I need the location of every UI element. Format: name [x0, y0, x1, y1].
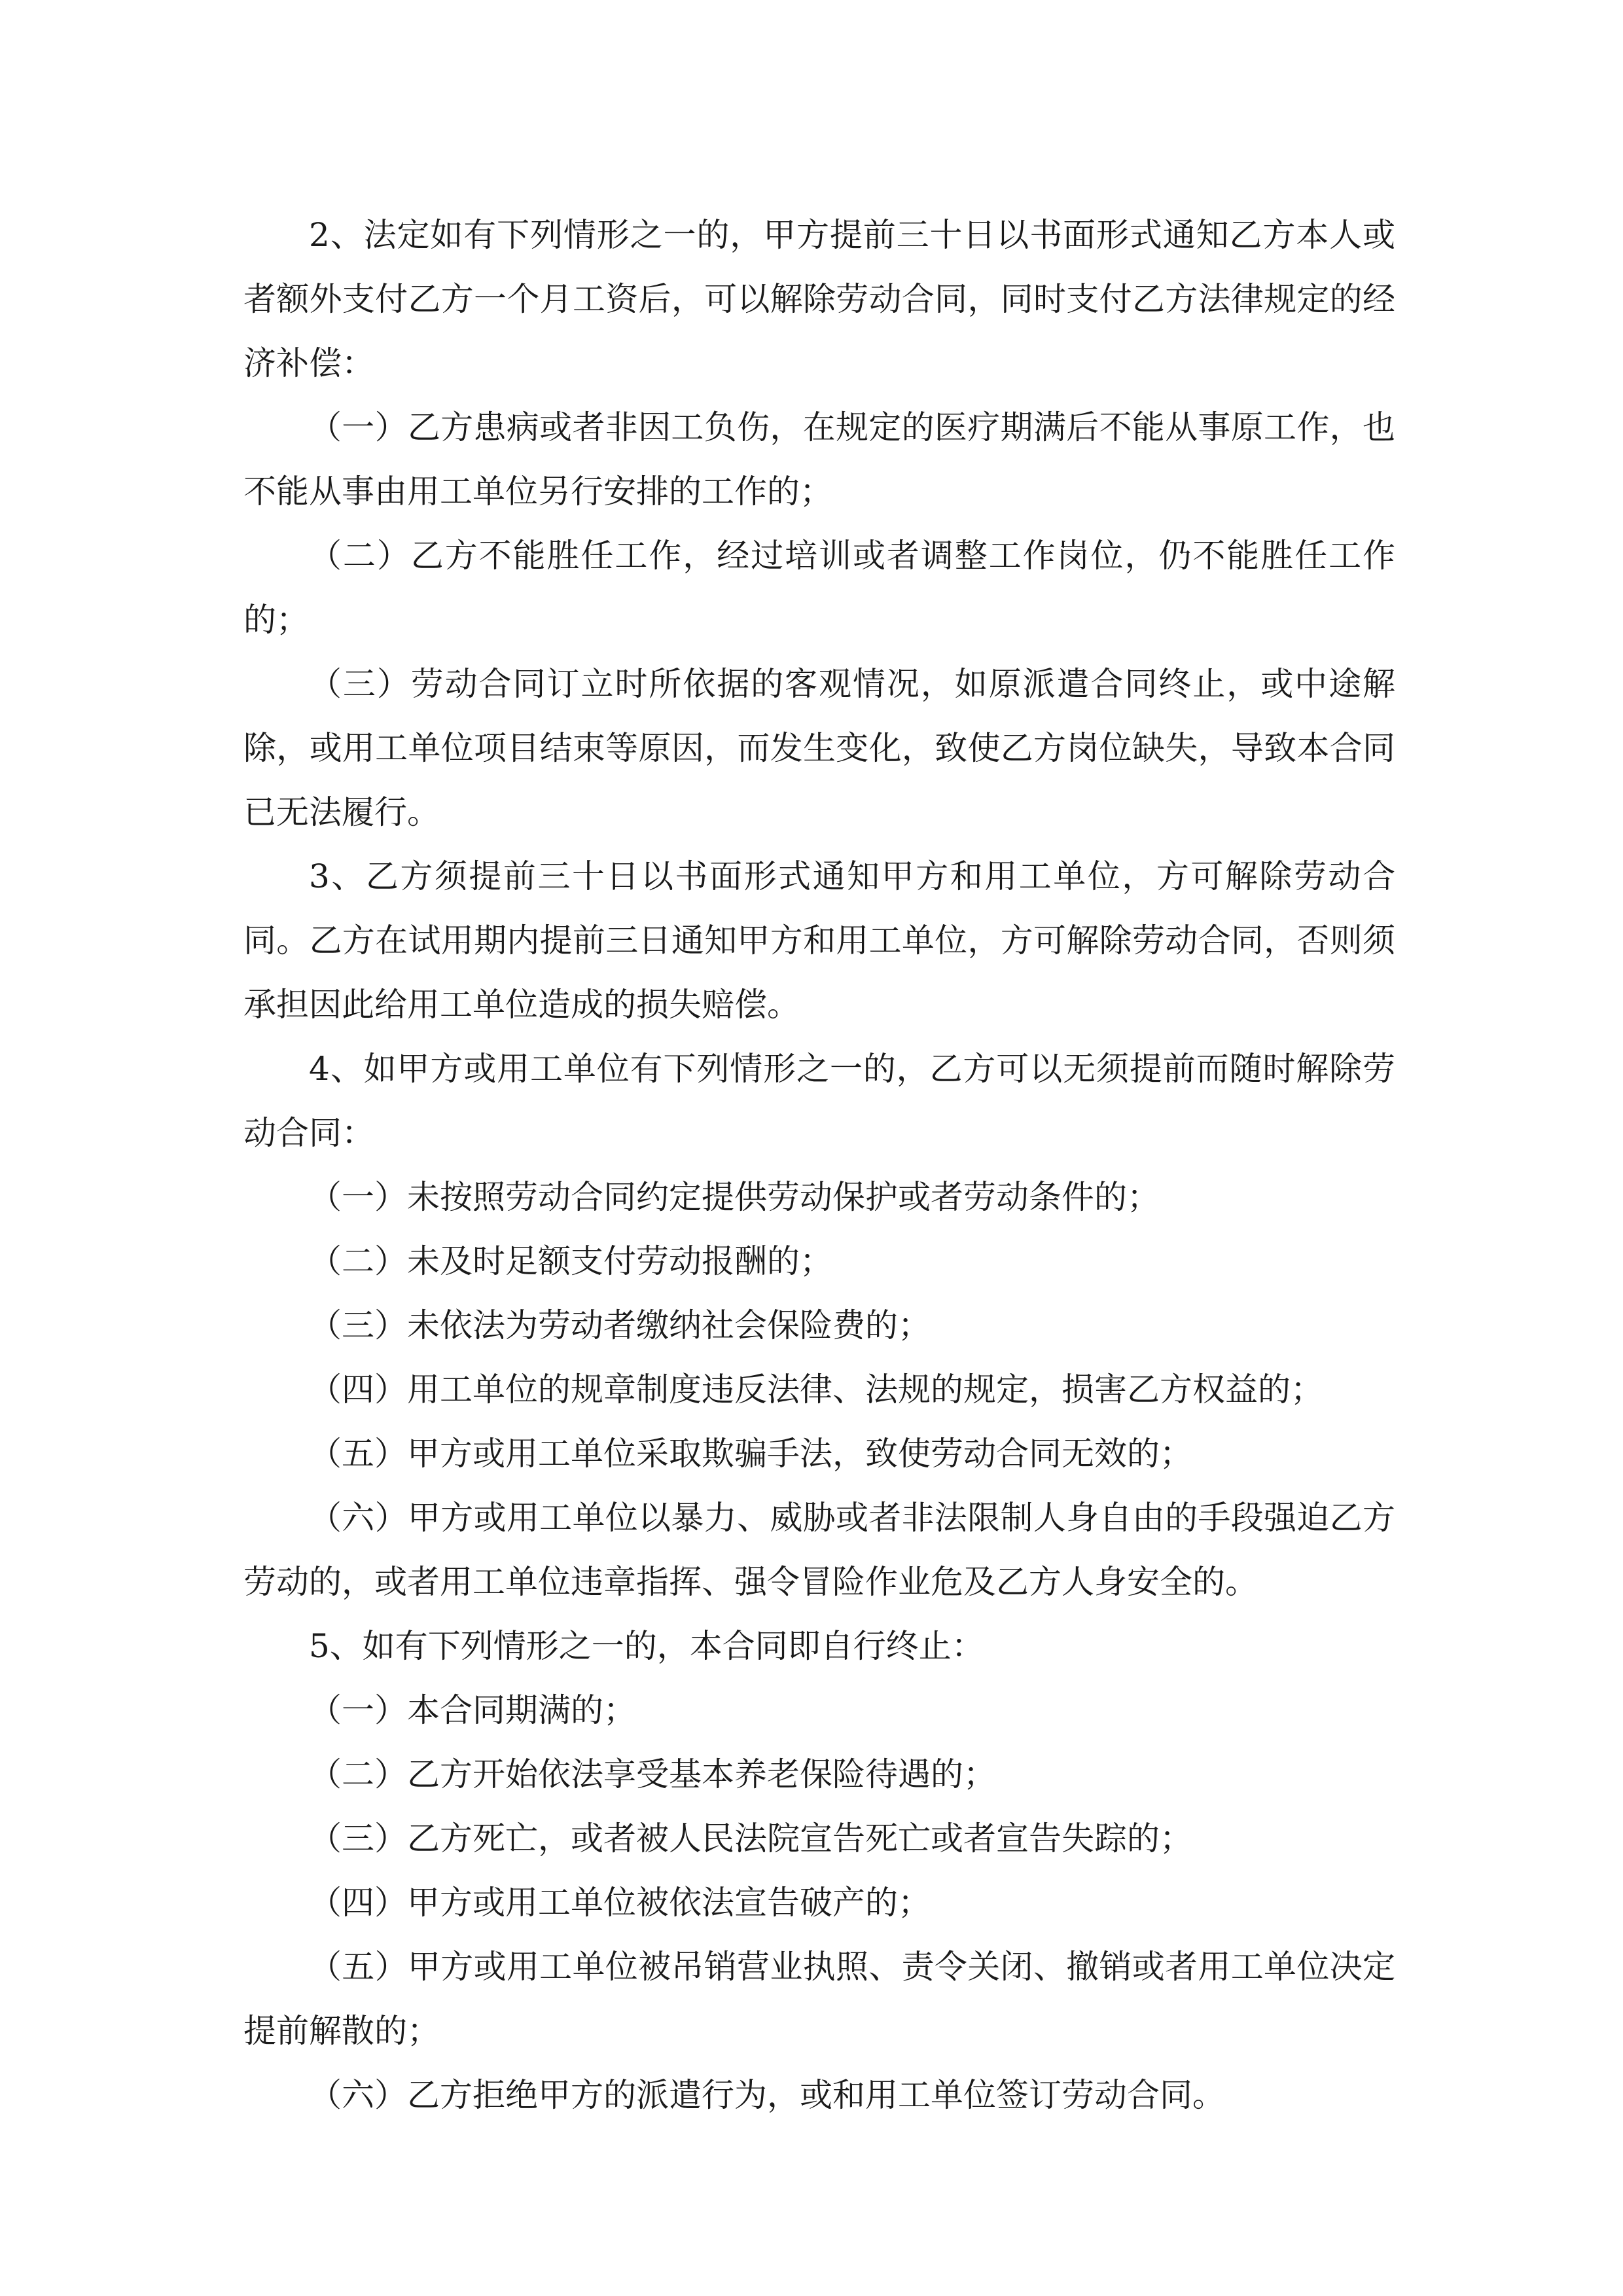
clause-4-item-5: （五）甲方或用工单位采取欺骗手法，致使劳动合同无效的；	[309, 1435, 1192, 1473]
clause-4-item-6: （六）甲方或用工单位以暴力、威胁或者非法限制人身自由的手段强迫乙方劳动的，或者用工单位违章指挥、强令冒险作业危及乙方人身安全的。	[243, 1499, 1395, 1601]
contract-body	[243, 203, 1395, 2127]
clause-4-item-4: （四）用工单位的规章制度违反法律、法规的规定，损害乙方权益的；	[309, 1371, 1323, 1408]
clause-5-item-3: （三）乙方死亡，或者被人民法院宣告死亡或者宣告失踪的；	[309, 1820, 1192, 1857]
clause-5-item-5: （五）甲方或用工单位被吊销营业执照、责令关闭、撤销或者用工单位决定提前解散的；	[243, 1948, 1395, 2050]
clause-4-item-1: （一）未按照劳动合同约定提供劳动保护或者劳动条件的；	[309, 1178, 1160, 1216]
clause-4-item-2: （二）未及时足额支付劳动报酬的；	[309, 1242, 832, 1280]
clause-5-item-6: （六）乙方拒绝甲方的派遣行为，或和用工单位签订劳动合同。	[309, 2076, 1225, 2114]
clause-2-item-3: （三）劳动合同订立时所依据的客观情况，如原派遣合同终止，或中途解除，或用工单位项目结束等原因，而发生变化，致使乙方岗位缺失，导致本合同已无法履行。	[243, 665, 1395, 831]
clause-5-item-2: （二）乙方开始依法享受基本养老保险待遇的；	[309, 1755, 996, 1793]
clause-2-item-2: （二）乙方不能胜任工作，经过培训或者调整工作岗位，仍不能胜任工作的；	[243, 537, 1395, 639]
clause-5-item-1: （一）本合同期满的；	[309, 1691, 636, 1729]
clause-5-item-4: （四）甲方或用工单位被依法宣告破产的；	[309, 1884, 931, 1922]
clause-5-paragraph: 5、如有下列情形之一的，本合同即自行终止：	[309, 1627, 984, 1665]
clause-2-paragraph: 2、法定如有下列情形之一的，甲方提前三十日以书面形式通知乙方本人或者额外支付乙方一个月工资后，可以解除劳动合同，同时支付乙方法律规定的经济补偿：	[243, 216, 1395, 382]
clause-4-item-3: （三）未依法为劳动者缴纳社会保险费的；	[309, 1306, 931, 1344]
clause-3-paragraph: 3、乙方须提前三十日以书面形式通知甲方和用工单位，方可解除劳动合同。乙方在试用期内提前三日通知甲方和用工单位，方可解除劳动合同，否则须承担因此给用工单位造成的损失赔偿。	[243, 857, 1395, 1024]
clause-4-paragraph: 4、如甲方或用工单位有下列情形之一的，乙方可以无须提前而随时解除劳动合同：	[243, 1050, 1395, 1152]
clause-2-item-1: （一）乙方患病或者非因工负伤，在规定的医疗期满后不能从事原工作，也不能从事由用工单位另行安排的工作的；	[243, 408, 1395, 511]
